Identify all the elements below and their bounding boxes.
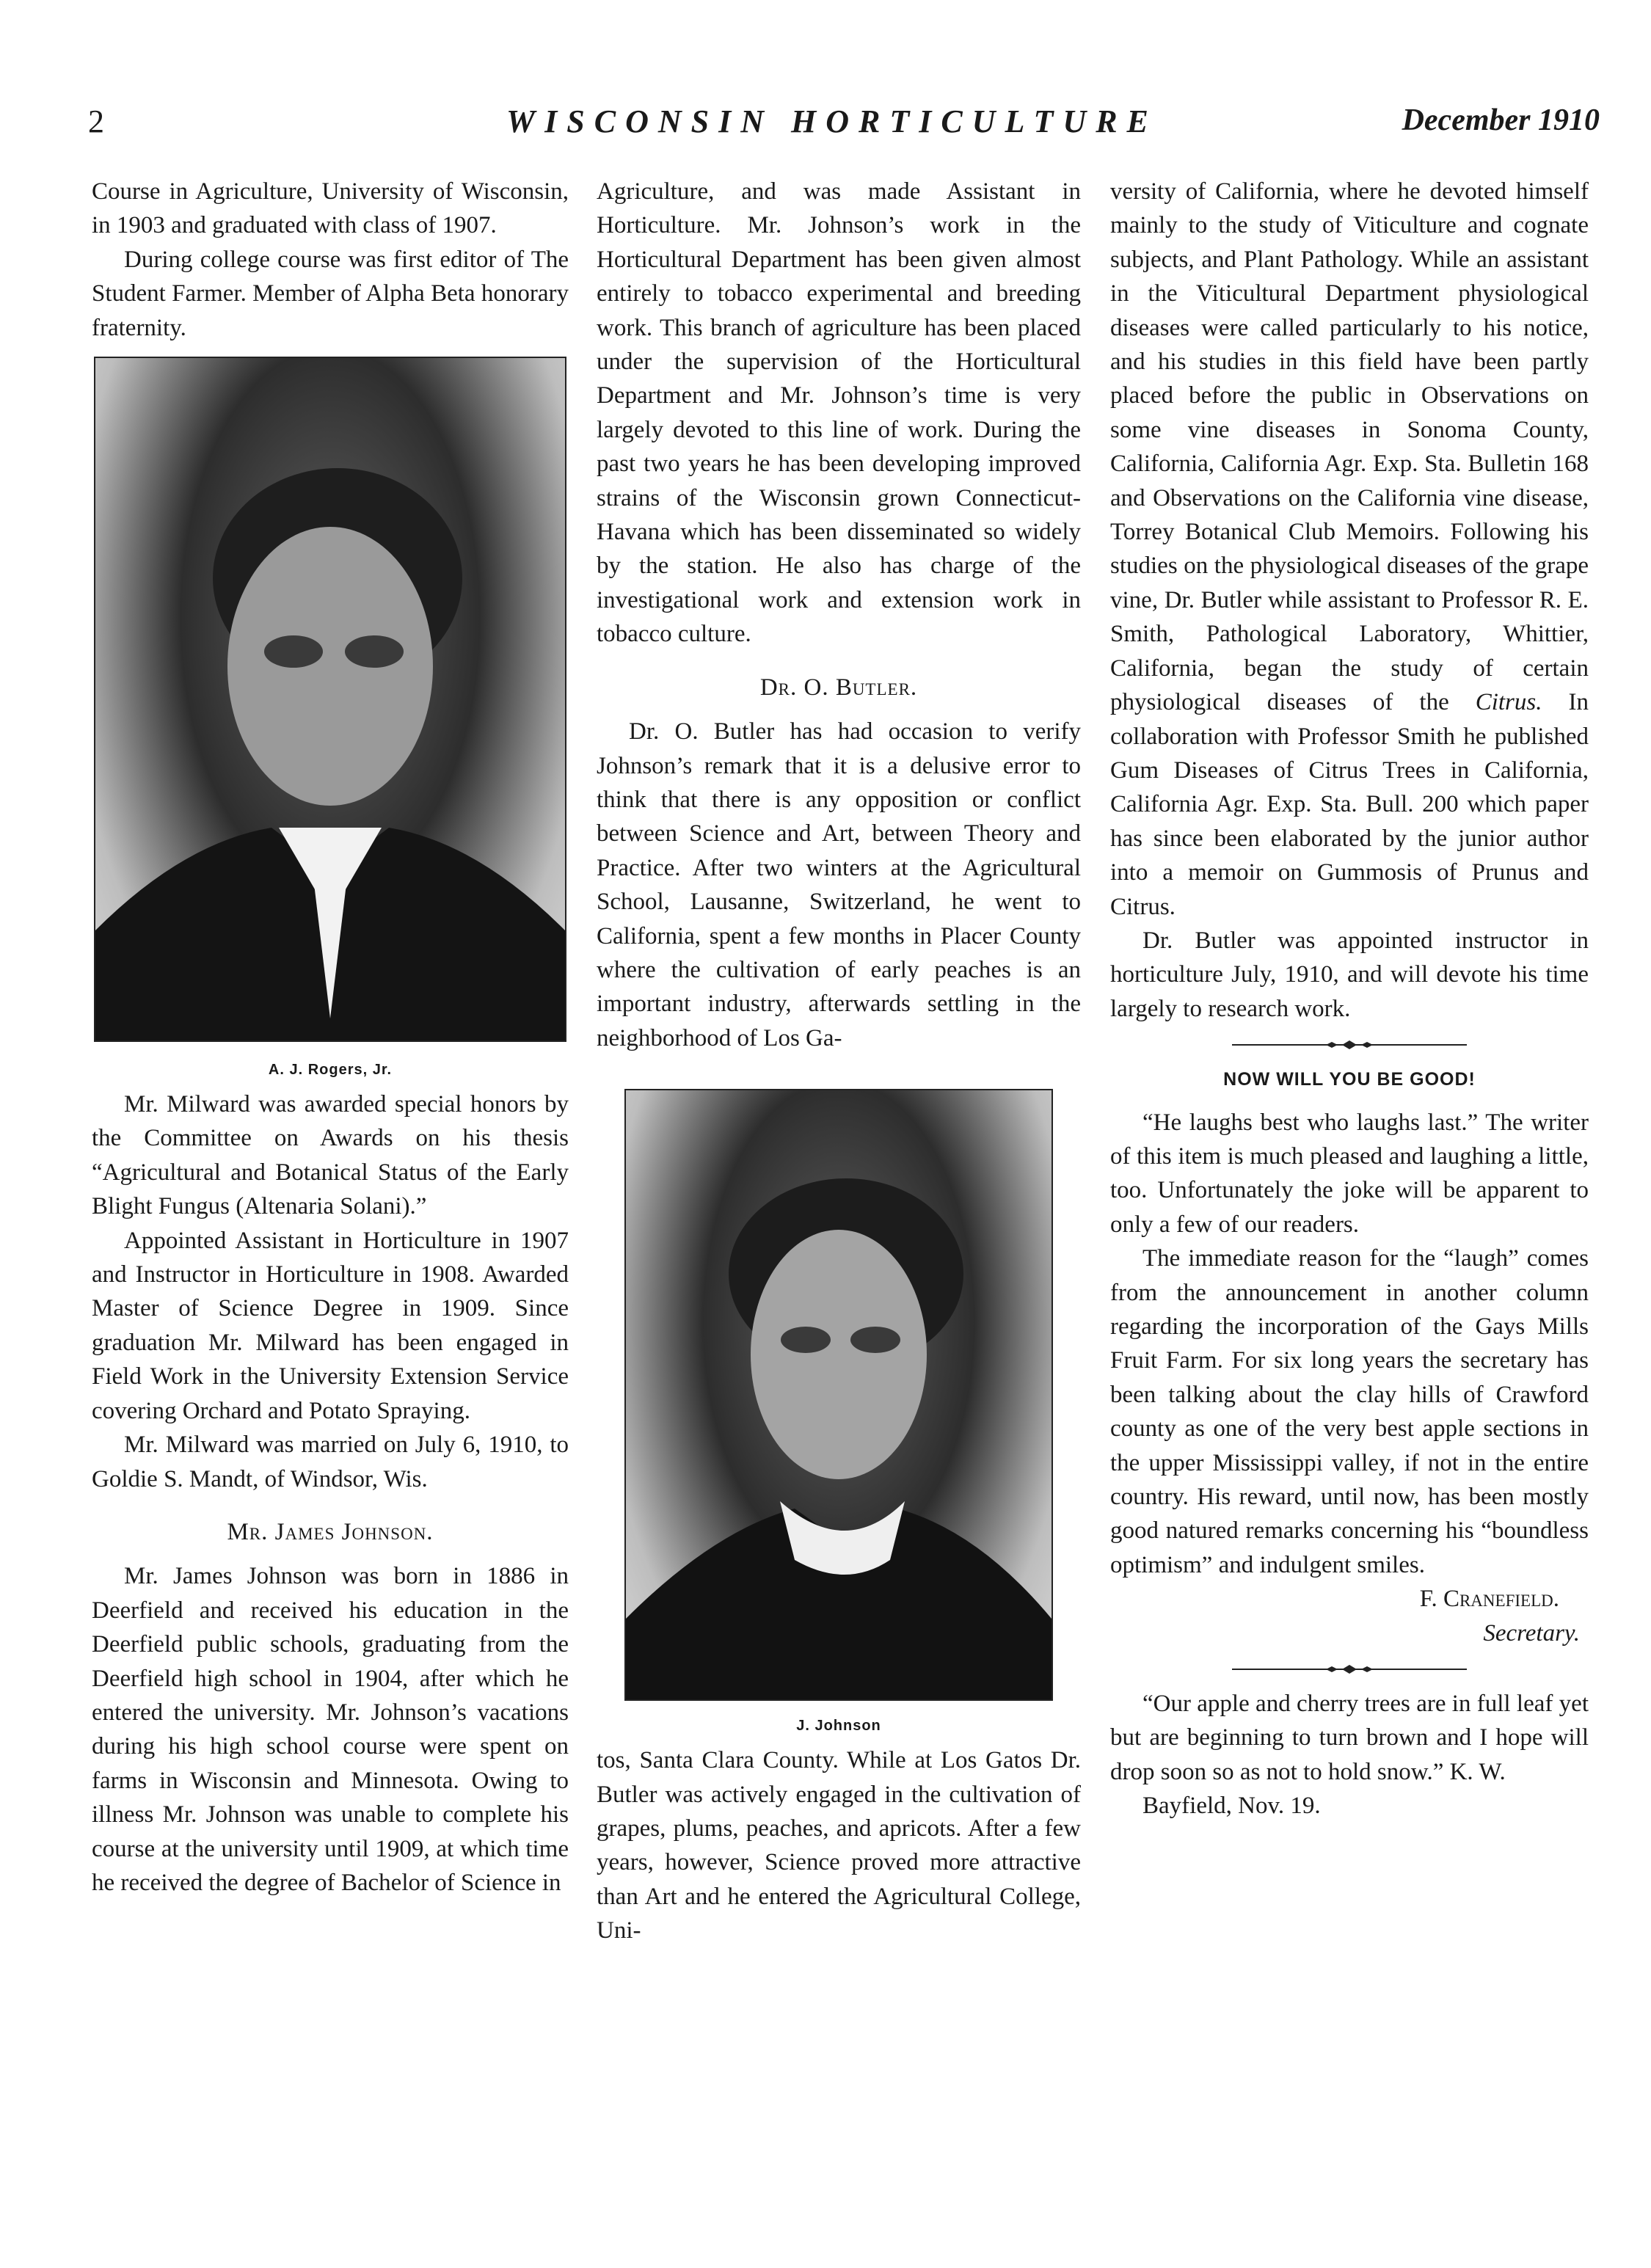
italic-citrus: Citrus. (1475, 689, 1542, 716)
paragraph: tos, Santa Clara County. While at Los Gatos Dr. Butler was actively engaged in the cultivation of grapes, plums, peaches, and apricots. After a few years, however, Science proved more attractive than Art and he entered the Agricultural College, Uni- (597, 1747, 1081, 1944)
issue-date: December 1910 (1402, 103, 1600, 137)
portrait-photo-rogers (94, 357, 566, 1042)
paragraph: Bayfield, Nov. 19. (1142, 1793, 1321, 1820)
column-2 (597, 175, 1081, 1948)
paragraph: Mr. Milward was awarded special honors by the Committee on Awards on his thesis “Agricultural and Botanical Status of the Early Blight Fungus (Altenaria Solani).” (92, 1091, 569, 1220)
paragraph: During college course was first editor of The Student Farmer. Member of Alpha Beta honorary fraternity. (92, 246, 569, 341)
portrait-photo-johnson (624, 1089, 1053, 1701)
page-number: 2 (88, 103, 104, 139)
ornamental-divider (1232, 1663, 1467, 1675)
paragraph: Mr. Milward was married on July 6, 1910, to Goldie S. Mandt, of Windsor, Wis. (92, 1432, 569, 1492)
paragraph: “He laughs best who laughs last.” The writer of this item is much pleased and laughing a little, too. Unfortunately the joke will be apparent to only a few of our readers. (1110, 1109, 1589, 1238)
paragraph: Agriculture, and was made Assistant in Horticulture. Mr. Johnson’s work in the Horticultural Department has been given almost entirely to tobacco experimental and breeding work. This branch of agriculture has been placed under the supervision of the Horticultural Department and Mr. Johnson’s time is very largely devoted to this line of work. During the past two years he has been developing improved strains of the Wisconsin grown Connecticut-Havana which has been disseminated so widely by the station. He also has charge of the investigational work and extension work in tobacco culture. (597, 178, 1081, 648)
photo-caption-rogers: A. J. Rogers, Jr. (268, 1062, 393, 1079)
column-3 (1110, 175, 1589, 1823)
running-header (0, 103, 1651, 147)
portrait-johnson-illustration (626, 1090, 1052, 1699)
section-heading-johnson: Mr. James Johnson. (227, 1518, 434, 1545)
paragraph: Dr. Butler was appointed instructor in horticulture July, 1910, and will devote his time largely to research work. (1110, 927, 1589, 1022)
photo-caption-johnson: J. Johnson (796, 1718, 881, 1735)
signature-role: Secretary. (1483, 1619, 1580, 1647)
column-1 (92, 175, 569, 1900)
paragraph: Mr. James Johnson was born in 1886 in Deerfield and received his education in the Deerfield public schools, graduating from the Deerfield high school in 1904, after which he entered the university. Mr. Johnson’s vacations during his high school course were spent on farms in Wisconsin and Minnesota. Owing to illness Mr. Johnson was unable to complete his course at the university until 1909, at which time he received the degree of Bachelor of Science in (92, 1563, 569, 1896)
paragraph: Course in Agriculture, University of Wisconsin, in 1903 and graduated with class of 1907. (92, 178, 569, 239)
paragraph: Dr. O. Butler has had occasion to verify Johnson’s remark that it is a delusive error to think that there is any opposition or conflict between Science and Art, between Theory and Practice. After two winters at the Agricultural School, Lausanne, Switzerland, he went to California, spent a few months in Placer County where the cultivation of early peaches is an important industry, afterwards settling in the neighborhood of Los Ga- (597, 718, 1081, 1051)
article-heading-now-will-you-be-good: NOW WILL YOU BE GOOD! (1223, 1069, 1476, 1090)
portrait-rogers-illustration (95, 358, 565, 1040)
section-heading-butler: Dr. O. Butler. (759, 674, 918, 701)
paragraph: “Our apple and cherry trees are in full leaf yet but are beginning to turn brown and I hope will drop soon so as not to hold snow.” K. W. (1110, 1691, 1589, 1785)
journal-title: WISCONSIN HORTICULTURE (506, 103, 1158, 139)
paragraph: The immediate reason for the “laugh” comes from the announcement in another column regarding the incorporation of the Gays Mills Fruit Farm. For six long years the secretary has been talking about the clay hills of Crawford county as one of the very best apple sections in the upper Mississippi valley, if not in the entire country. His reward, until now, has been mostly good natured remarks concerning his “boundless optimism” and indulgent smiles. (1110, 1245, 1589, 1578)
paragraph: Appointed Assistant in Horticulture in 1907 and Instructor in Horticulture in 1908. Awarded Master of Science Degree in 1909. Since graduation Mr. Milward has been engaged in Field Work in the University Extension Service covering Orchard and Potato Spraying. (92, 1227, 569, 1424)
ornamental-divider (1232, 1039, 1467, 1051)
signature: F. Cranefield. (1419, 1586, 1559, 1613)
paragraph: versity of California, where he devoted himself mainly to the study of Viticulture and cognate subjects, and Plant Pathology. While an assistant in the Viticultural Department physiological diseases were called particularly to his notice, and his studies in this field have been partly placed before the public in Observations on some vine diseases in Sonoma County, California, California Agr. Exp. Sta. Bulletin 168 and Observations on the California vine disease, Torrey Botanical Club Memoirs. Following his studies on the physiological diseases of the grape vine, Dr. Butler while assistant to Professor R. E. Smith, Pathological Laboratory, Whittier, California, began the study of certain physiological diseases of the Citrus. In collaboration with Professor Smith he published Gum Diseases of Citrus Trees in California, California Agr. Exp. Sta. Bull. 200 which paper has since been elaborated by the junior author into a memoir on Gummosis of Prunus and Citrus. (1110, 178, 1589, 920)
